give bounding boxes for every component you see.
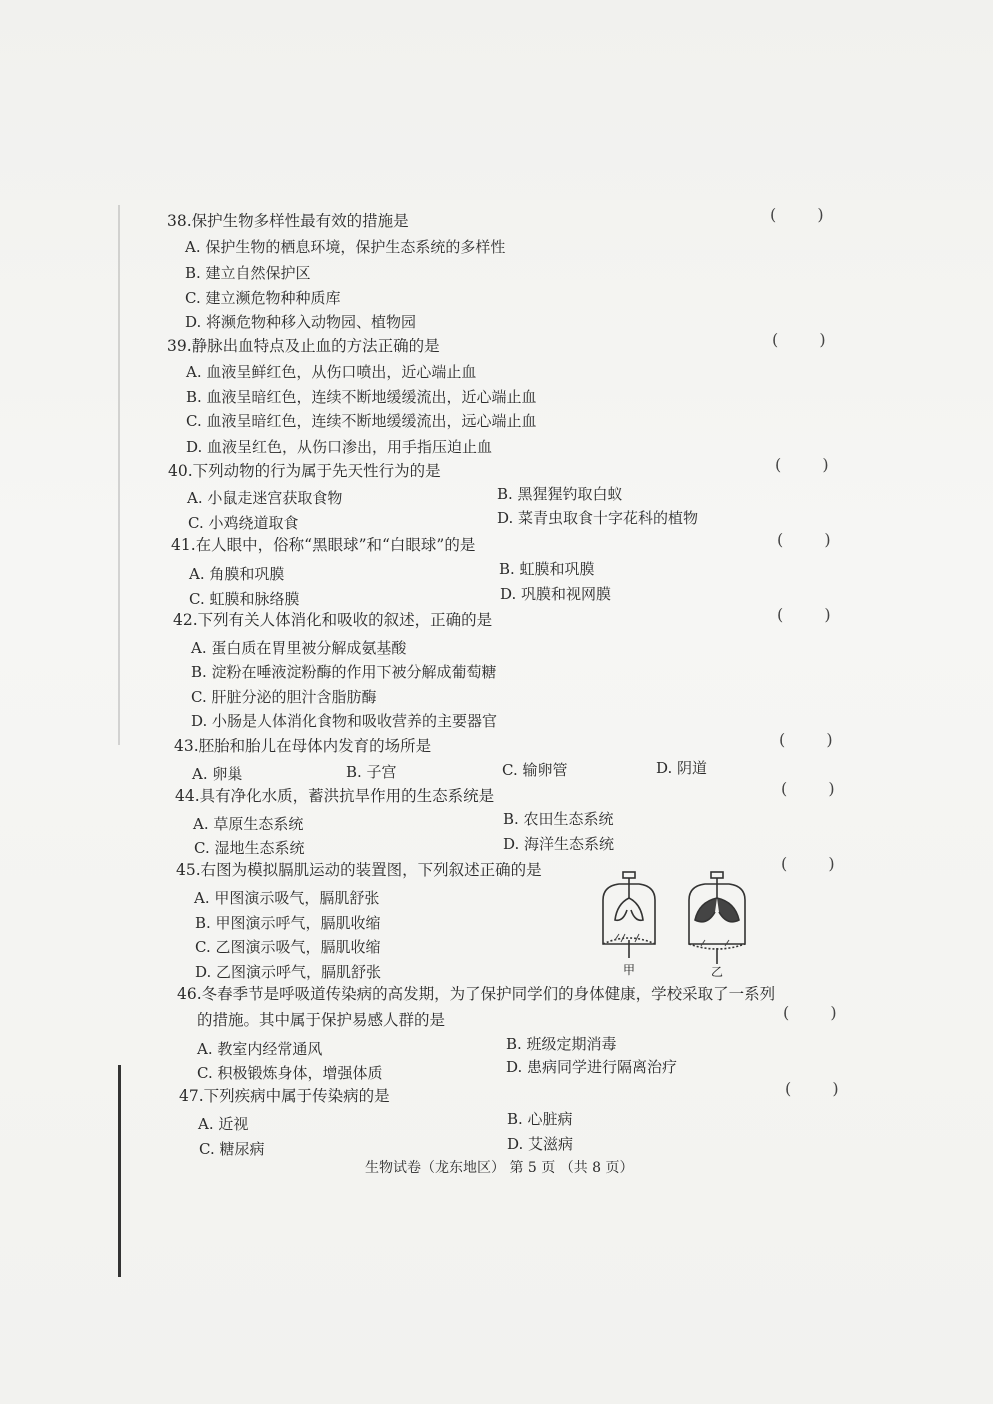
option: C. 小鸡绕道取食 <box>188 514 299 532</box>
option: C. 建立濒危物种种质库 <box>185 289 341 307</box>
answer-paren: ( ) <box>777 605 849 624</box>
option: D. 巩膜和视网膜 <box>500 585 612 603</box>
option: B. 心脏病 <box>507 1110 573 1128</box>
option: D. 艾滋病 <box>507 1135 574 1153</box>
diaphragm-model-figure <box>595 870 765 980</box>
scan-edge-top <box>118 205 120 745</box>
option: C. 虹膜和脉络膜 <box>189 590 300 608</box>
page-footer: 生物试卷（龙东地区） 第 5 页 （共 8 页） <box>365 1160 634 1176</box>
question-number: 43. <box>174 737 199 755</box>
option: C. 血液呈暗红色，连续不断地缓缓流出，远心端止血 <box>186 412 537 430</box>
option: C. 乙图演示吸气，膈肌收缩 <box>195 938 381 956</box>
question-47 <box>179 1086 390 1106</box>
option: D. 海洋生态系统 <box>503 835 615 853</box>
question-number: 45. <box>176 861 201 879</box>
question-43 <box>174 736 431 756</box>
scan-edge-bottom <box>118 1065 121 1277</box>
option: D. 小肠是人体消化食物和吸收营养的主要器官 <box>191 712 498 730</box>
question-text: 静脉出血特点及止血的方法正确的是 <box>191 337 440 355</box>
question-number: 40. <box>168 462 193 480</box>
option: A. 草原生态系统 <box>193 815 304 833</box>
question-text: 在人眼中，俗称“黑眼球”和“白眼球”的是 <box>195 536 476 554</box>
answer-paren: ( ) <box>781 779 853 798</box>
option: C. 输卵管 <box>502 761 568 779</box>
answer-paren: ( ) <box>770 205 842 224</box>
question-44 <box>175 786 494 806</box>
answer-paren: ( ) <box>783 1003 855 1022</box>
option: B. 建立自然保护区 <box>185 264 311 282</box>
option: A. 血液呈鲜红色，从伤口喷出，近心端止血 <box>186 363 477 381</box>
bell-jar-diagram <box>595 870 765 980</box>
option: A. 小鼠走迷宫获取食物 <box>187 489 343 507</box>
option: A. 近视 <box>198 1115 249 1133</box>
question-number: 38. <box>167 212 192 230</box>
option: B. 淀粉在唾液淀粉酶的作用下被分解成葡萄糖 <box>191 663 497 681</box>
option: A. 蛋白质在胃里被分解成氨基酸 <box>191 639 407 657</box>
question-number: 39. <box>167 337 192 355</box>
option: B. 子宫 <box>346 763 397 781</box>
question-number: 41. <box>171 536 196 554</box>
option: B. 血液呈暗红色，连续不断地缓缓流出，近心端止血 <box>186 388 537 406</box>
option: A. 保护生物的栖息环境，保护生态系统的多样性 <box>185 238 506 256</box>
option: C. 积极锻炼身体，增强体质 <box>197 1064 383 1082</box>
question-text: 右图为模拟膈肌运动的装置图，下列叙述正确的是 <box>200 861 542 879</box>
option: B. 虹膜和巩膜 <box>499 560 595 578</box>
option: D. 菜青虫取食十字花科的植物 <box>497 509 699 527</box>
question-text: 胚胎和胎儿在母体内发育的场所是 <box>198 737 432 755</box>
option: D. 将濒危物种移入动物园、植物园 <box>185 313 417 331</box>
question-39 <box>167 336 440 356</box>
figure-label-jia: 甲 <box>623 963 636 977</box>
option: D. 乙图演示呼气，膈肌舒张 <box>195 963 382 981</box>
option: C. 肝脏分泌的胆汁含脂肪酶 <box>191 688 377 706</box>
answer-paren: ( ) <box>772 330 844 349</box>
question-42 <box>173 610 492 630</box>
option: D. 患病同学进行隔离治疗 <box>506 1058 678 1076</box>
question-number: 42. <box>173 611 198 629</box>
option: B. 黑猩猩钓取白蚁 <box>497 485 623 503</box>
option: B. 农田生态系统 <box>503 810 614 828</box>
option: C. 糖尿病 <box>199 1140 265 1158</box>
question-45 <box>176 860 542 880</box>
option: D. 阴道 <box>656 759 708 777</box>
answer-paren: ( ) <box>781 854 853 873</box>
answer-paren: ( ) <box>775 455 847 474</box>
option: A. 甲图演示吸气，膈肌舒张 <box>194 889 380 907</box>
question-text: 冬春季节是呼吸道传染病的高发期，为了保护同学们的身体健康，学校采取了一系列 <box>201 985 776 1003</box>
option: A. 角膜和巩膜 <box>189 565 285 583</box>
option: B. 班级定期消毒 <box>506 1035 617 1053</box>
question-number: 46. <box>177 985 202 1003</box>
question-text: 保护生物多样性最有效的措施是 <box>191 212 409 230</box>
figure-label-yi: 乙 <box>711 965 724 979</box>
question-number: 47. <box>179 1087 204 1105</box>
question-text: 下列动物的行为属于先天性行为的是 <box>192 462 441 480</box>
option: A. 卵巢 <box>192 765 243 783</box>
question-46-continued: 的措施。其中属于保护易感人群的是 <box>197 1011 446 1029</box>
question-41 <box>171 535 475 555</box>
answer-paren: ( ) <box>779 730 851 749</box>
option: D. 血液呈红色，从伤口渗出，用手指压迫止血 <box>186 438 493 456</box>
option: A. 教室内经常通风 <box>197 1040 323 1058</box>
question-46 <box>177 984 775 1004</box>
answer-paren: ( ) <box>777 530 849 549</box>
question-text: 具有净化水质，蓄洪抗旱作用的生态系统是 <box>199 787 495 805</box>
question-38 <box>167 211 409 231</box>
question-number: 44. <box>175 787 200 805</box>
option: B. 甲图演示呼气，膈肌收缩 <box>195 914 381 932</box>
option: C. 湿地生态系统 <box>194 839 305 857</box>
question-40 <box>168 461 441 481</box>
question-text: 下列疾病中属于传染病的是 <box>203 1087 390 1105</box>
question-text: 下列有关人体消化和吸收的叙述，正确的是 <box>197 611 493 629</box>
answer-paren: ( ) <box>785 1079 857 1098</box>
